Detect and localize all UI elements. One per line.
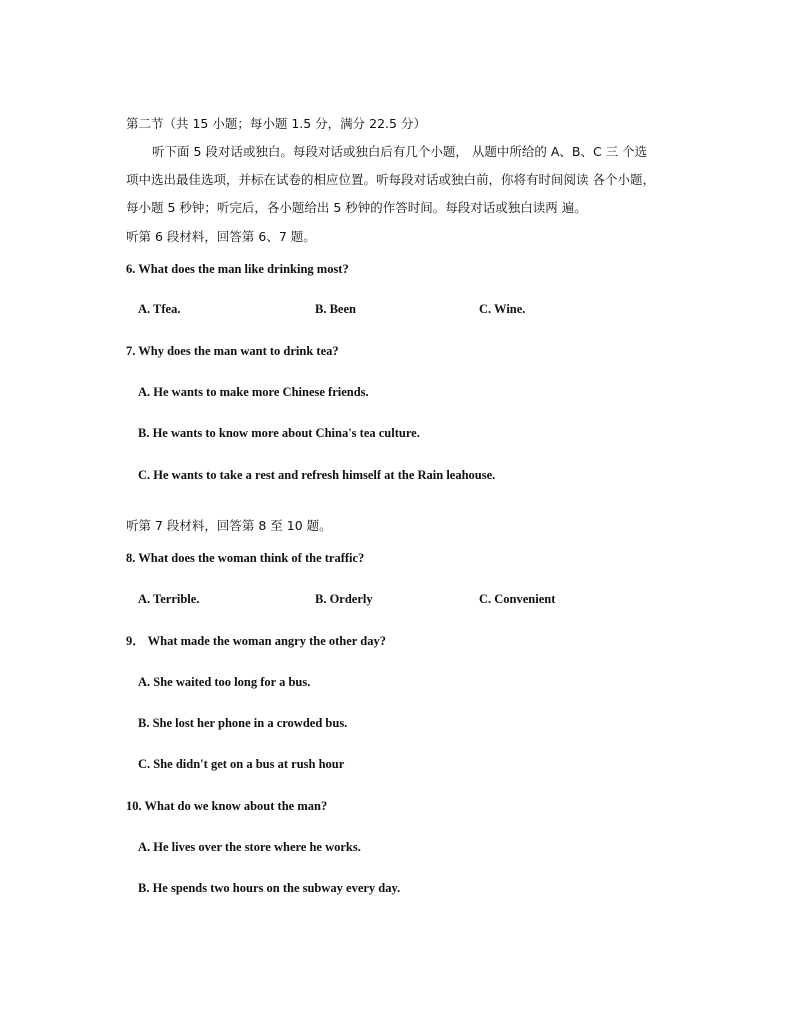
- question-6-option-b: B. Been: [315, 302, 356, 316]
- group-heading-6: 听第 6 段材料，回答第 6、7 题。: [126, 229, 316, 244]
- question-10-option-b: B. He spends two hours on the subway every day.: [138, 881, 401, 895]
- group-heading-7: 听第 7 段材料，回答第 8 至 10 题。: [126, 518, 332, 533]
- question-8-stem: 8. What does the woman think of the traffic?: [126, 551, 365, 565]
- question-8-option-a: A. Terrible.: [138, 592, 200, 606]
- question-10-stem: 10. What do we know about the man?: [126, 799, 328, 813]
- instruction-line-1: 听下面 5 段对话或独白。每段对话或独白后有几个小题， 从题中所给的 A、B、C 三 个选: [152, 144, 648, 159]
- question-6-option-c: C. Wine.: [479, 302, 526, 316]
- question-6-stem: 6. What does the man like drinking most?: [126, 262, 349, 276]
- question-6-option-a: A. Tfea.: [138, 302, 181, 316]
- question-9-stem: 9． What made the woman angry the other day?: [126, 634, 386, 648]
- question-7-option-a: A. He wants to make more Chinese friends.: [138, 385, 369, 399]
- question-9-option-b: B. She lost her phone in a crowded bus.: [138, 716, 348, 730]
- question-7-option-c: C. He wants to take a rest and refresh himself at the Rain leahouse.: [138, 468, 496, 482]
- question-10-option-a: A. He lives over the store where he works.: [138, 840, 361, 854]
- section-heading: 第二节（共 15 小题；每小题 1.5 分，满分 22.5 分）: [126, 116, 426, 131]
- instruction-line-3: 每小题 5 秒钟；听完后，各小题给出 5 秒钟的作答时间。每段对话或独白读两 遍。: [126, 200, 587, 215]
- instruction-line-2: 项中选出最佳选项，并标在试卷的相应位置。听每段对话或独白前，你将有时间阅读 各个小题，: [126, 172, 655, 187]
- question-7-stem: 7. Why does the man want to drink tea?: [126, 344, 339, 358]
- question-8-option-c: C. Convenient: [479, 592, 556, 606]
- question-7-option-b: B. He wants to know more about China's tea culture.: [138, 426, 420, 440]
- question-9-option-a: A. She waited too long for a bus.: [138, 675, 311, 689]
- question-8-option-b: B. Orderly: [315, 592, 373, 606]
- question-9-option-c: C. She didn't get on a bus at rush hour: [138, 757, 345, 771]
